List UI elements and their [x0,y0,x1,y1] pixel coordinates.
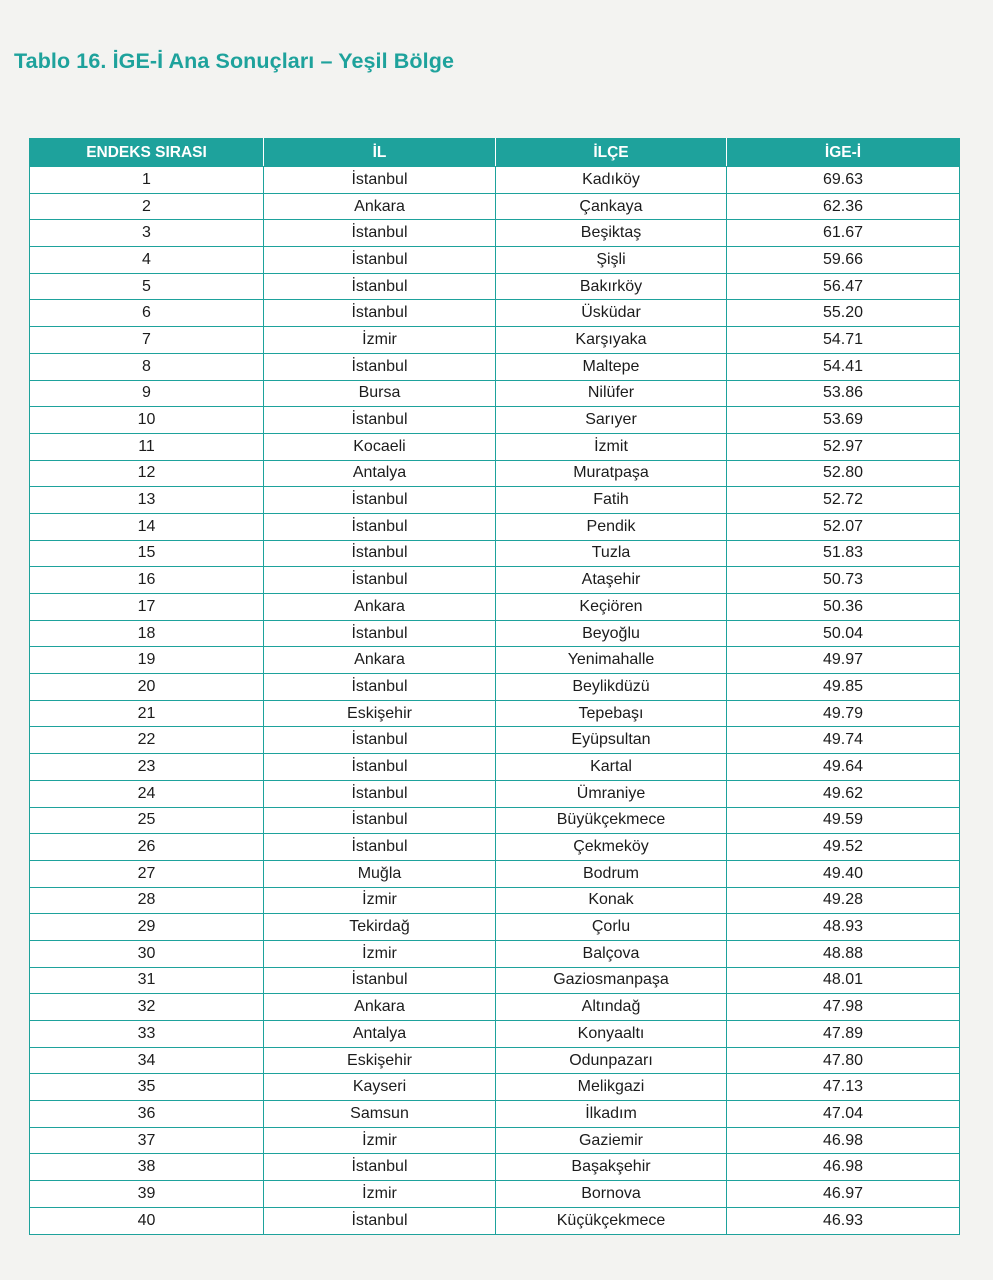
rank-cell: 21 [30,700,264,727]
province-cell: İstanbul [264,167,496,194]
index-value-cell: 49.59 [727,807,960,834]
province-cell: Ankara [264,647,496,674]
results-table [29,138,960,1235]
district-cell: Beşiktaş [496,220,727,247]
table-row [30,220,960,247]
table-row [30,273,960,300]
index-value-cell: 48.01 [727,967,960,994]
province-cell: İstanbul [264,674,496,701]
district-cell: İzmit [496,433,727,460]
rank-cell: 7 [30,327,264,354]
district-cell: Odunpazarı [496,1047,727,1074]
rank-cell: 31 [30,967,264,994]
district-cell: Pendik [496,513,727,540]
rank-cell: 34 [30,1047,264,1074]
table-row [30,487,960,514]
table-body [30,167,960,1235]
index-value-cell: 46.93 [727,1207,960,1234]
district-cell: Altındağ [496,994,727,1021]
table-row [30,1047,960,1074]
table-row [30,674,960,701]
table-row [30,647,960,674]
index-value-cell: 48.88 [727,940,960,967]
index-value-cell: 47.13 [727,1074,960,1101]
table-row [30,700,960,727]
index-value-cell: 49.85 [727,674,960,701]
index-value-cell: 51.83 [727,540,960,567]
table-row [30,1021,960,1048]
rank-cell: 15 [30,540,264,567]
province-cell: İstanbul [264,780,496,807]
index-value-cell: 52.72 [727,487,960,514]
table-row [30,327,960,354]
province-cell: Ankara [264,994,496,1021]
district-cell: Başakşehir [496,1154,727,1181]
table-row [30,300,960,327]
index-value-cell: 50.36 [727,594,960,621]
district-cell: Şişli [496,247,727,274]
header-row [30,139,960,167]
rank-cell: 11 [30,433,264,460]
district-cell: Eyüpsultan [496,727,727,754]
district-cell: Çekmeköy [496,834,727,861]
index-value-cell: 49.79 [727,700,960,727]
rank-cell: 10 [30,407,264,434]
district-cell: Tepebaşı [496,700,727,727]
column-header-index: İGE-İ [727,139,960,167]
province-cell: İstanbul [264,300,496,327]
table-row [30,967,960,994]
index-value-cell: 50.73 [727,567,960,594]
district-cell: Kadıköy [496,167,727,194]
province-cell: Eskişehir [264,700,496,727]
table-row [30,407,960,434]
page-title: Tablo 16. İGE-İ Ana Sonuçları – Yeşil Bölge [14,49,455,73]
table-row [30,513,960,540]
province-cell: Antalya [264,460,496,487]
index-value-cell: 49.64 [727,754,960,781]
rank-cell: 16 [30,567,264,594]
rank-cell: 28 [30,887,264,914]
province-cell: Samsun [264,1101,496,1128]
rank-cell: 32 [30,994,264,1021]
table-row [30,193,960,220]
rank-cell: 39 [30,1181,264,1208]
table-row [30,780,960,807]
district-cell: Bornova [496,1181,727,1208]
rank-cell: 17 [30,594,264,621]
index-value-cell: 47.98 [727,994,960,1021]
province-cell: İstanbul [264,754,496,781]
rank-cell: 1 [30,167,264,194]
district-cell: Konyaaltı [496,1021,727,1048]
rank-cell: 23 [30,754,264,781]
rank-cell: 14 [30,513,264,540]
index-value-cell: 47.89 [727,1021,960,1048]
rank-cell: 25 [30,807,264,834]
index-value-cell: 49.52 [727,834,960,861]
table-row [30,540,960,567]
province-cell: İzmir [264,940,496,967]
province-cell: İstanbul [264,353,496,380]
district-cell: Fatih [496,487,727,514]
table-row [30,567,960,594]
rank-cell: 13 [30,487,264,514]
table-row [30,594,960,621]
column-header-district: İLÇE [496,139,727,167]
index-value-cell: 46.98 [727,1154,960,1181]
district-cell: Gaziosmanpaşa [496,967,727,994]
province-cell: Kocaeli [264,433,496,460]
district-cell: Büyükçekmece [496,807,727,834]
province-cell: İstanbul [264,273,496,300]
district-cell: Kartal [496,754,727,781]
district-cell: Ataşehir [496,567,727,594]
column-header-province: İL [264,139,496,167]
table-row [30,940,960,967]
province-cell: İstanbul [264,807,496,834]
table-row [30,433,960,460]
rank-cell: 12 [30,460,264,487]
rank-cell: 19 [30,647,264,674]
rank-cell: 6 [30,300,264,327]
district-cell: Yenimahalle [496,647,727,674]
district-cell: Çorlu [496,914,727,941]
district-cell: Karşıyaka [496,327,727,354]
province-cell: Muğla [264,860,496,887]
rank-cell: 5 [30,273,264,300]
index-value-cell: 55.20 [727,300,960,327]
district-cell: Beyoğlu [496,620,727,647]
index-value-cell: 54.71 [727,327,960,354]
rank-cell: 38 [30,1154,264,1181]
district-cell: Gaziemir [496,1127,727,1154]
province-cell: Ankara [264,193,496,220]
table-row [30,754,960,781]
table-row [30,353,960,380]
rank-cell: 36 [30,1101,264,1128]
rank-cell: 26 [30,834,264,861]
rank-cell: 29 [30,914,264,941]
district-cell: Bakırköy [496,273,727,300]
index-value-cell: 53.69 [727,407,960,434]
index-value-cell: 49.74 [727,727,960,754]
table-header [30,139,960,167]
index-value-cell: 56.47 [727,273,960,300]
district-cell: Üsküdar [496,300,727,327]
index-value-cell: 47.04 [727,1101,960,1128]
rank-cell: 8 [30,353,264,380]
district-cell: Küçükçekmece [496,1207,727,1234]
province-cell: İstanbul [264,1207,496,1234]
index-value-cell: 49.97 [727,647,960,674]
table-row [30,834,960,861]
province-cell: İstanbul [264,247,496,274]
province-cell: İstanbul [264,727,496,754]
province-cell: İstanbul [264,540,496,567]
province-cell: Ankara [264,594,496,621]
index-value-cell: 52.97 [727,433,960,460]
district-cell: Konak [496,887,727,914]
province-cell: İstanbul [264,1154,496,1181]
province-cell: Antalya [264,1021,496,1048]
table-row [30,1074,960,1101]
index-value-cell: 47.80 [727,1047,960,1074]
table-row [30,620,960,647]
province-cell: İzmir [264,327,496,354]
rank-cell: 37 [30,1127,264,1154]
index-value-cell: 59.66 [727,247,960,274]
rank-cell: 9 [30,380,264,407]
table-row [30,460,960,487]
province-cell: Tekirdağ [264,914,496,941]
rank-cell: 4 [30,247,264,274]
index-value-cell: 54.41 [727,353,960,380]
table-row [30,1127,960,1154]
district-cell: Tuzla [496,540,727,567]
index-value-cell: 53.86 [727,380,960,407]
province-cell: İstanbul [264,220,496,247]
district-cell: Nilüfer [496,380,727,407]
index-value-cell: 46.98 [727,1127,960,1154]
province-cell: Kayseri [264,1074,496,1101]
province-cell: İstanbul [264,967,496,994]
district-cell: Sarıyer [496,407,727,434]
rank-cell: 33 [30,1021,264,1048]
district-cell: Balçova [496,940,727,967]
rank-cell: 30 [30,940,264,967]
province-cell: İstanbul [264,487,496,514]
district-cell: Beylikdüzü [496,674,727,701]
table-row [30,914,960,941]
rank-cell: 22 [30,727,264,754]
index-value-cell: 48.93 [727,914,960,941]
rank-cell: 2 [30,193,264,220]
table-row [30,1101,960,1128]
table-row [30,860,960,887]
index-value-cell: 49.28 [727,887,960,914]
table-row [30,247,960,274]
rank-cell: 35 [30,1074,264,1101]
district-cell: Maltepe [496,353,727,380]
table-row [30,380,960,407]
table-row [30,887,960,914]
province-cell: İstanbul [264,620,496,647]
index-value-cell: 49.62 [727,780,960,807]
index-value-cell: 62.36 [727,193,960,220]
index-value-cell: 49.40 [727,860,960,887]
rank-cell: 40 [30,1207,264,1234]
table-row [30,167,960,194]
table-row [30,1154,960,1181]
rank-cell: 18 [30,620,264,647]
district-cell: Muratpaşa [496,460,727,487]
index-value-cell: 46.97 [727,1181,960,1208]
district-cell: İlkadım [496,1101,727,1128]
province-cell: İzmir [264,1181,496,1208]
table-row [30,727,960,754]
table-row [30,1207,960,1234]
province-cell: Bursa [264,380,496,407]
district-cell: Keçiören [496,594,727,621]
table-row [30,994,960,1021]
index-value-cell: 61.67 [727,220,960,247]
table-row [30,1181,960,1208]
district-cell: Melikgazi [496,1074,727,1101]
province-cell: İstanbul [264,407,496,434]
district-cell: Çankaya [496,193,727,220]
rank-cell: 27 [30,860,264,887]
district-cell: Ümraniye [496,780,727,807]
province-cell: İstanbul [264,834,496,861]
province-cell: İstanbul [264,513,496,540]
index-value-cell: 52.80 [727,460,960,487]
province-cell: Eskişehir [264,1047,496,1074]
province-cell: İstanbul [264,567,496,594]
province-cell: İzmir [264,1127,496,1154]
rank-cell: 20 [30,674,264,701]
index-value-cell: 69.63 [727,167,960,194]
table-row [30,807,960,834]
province-cell: İzmir [264,887,496,914]
rank-cell: 3 [30,220,264,247]
index-value-cell: 50.04 [727,620,960,647]
rank-cell: 24 [30,780,264,807]
column-header-rank: ENDEKS SIRASI [30,139,264,167]
index-value-cell: 52.07 [727,513,960,540]
district-cell: Bodrum [496,860,727,887]
